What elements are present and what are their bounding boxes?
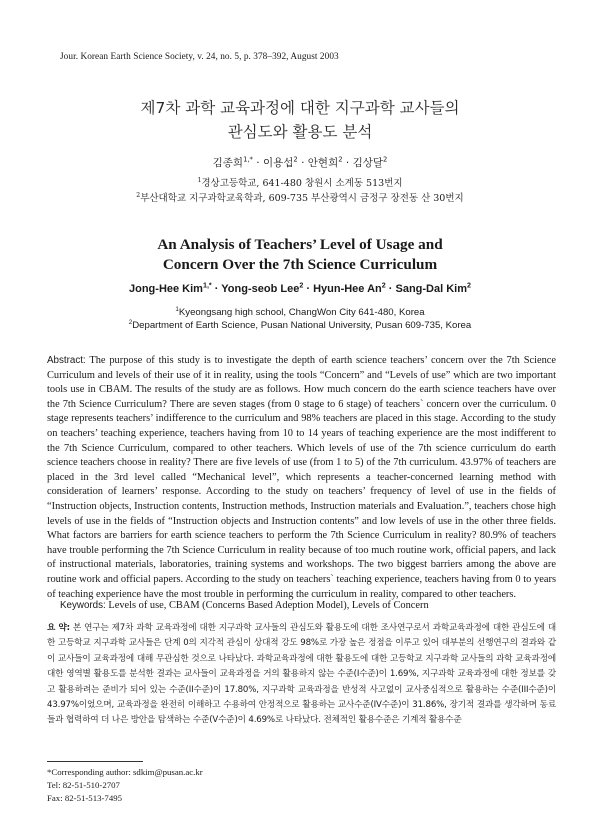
korean-abstract-body: 본 연구는 제7차 과학 교육과정에 대한 지구과학 교사들의 관심도와 활용도에 대한 조사연구로서 과학교육과정에 대한 관심도에 대한 고등학교 지구과학 교사들은 단계 0의 지각적 관심이 상대적 강도 98%로 가장 높은 정점을 이루고 있어 대부분의 선행연구의 결과와 같이 교사들이 교육과정에 대해 무관심한 것으로 나타났다. 과학교육과정에 대한 활용도에 대한 고등학교 지구과학 교사들의 과학 교육과정에 대한 영역별 활용도를 분석한 결과는 교사들이 교육과정을 거의 활용하지 않는 수준(I수준)이 1.69%, 지구과학 교육과정에 대한 정보를 갖고 활용하려는 준비가 되어 있는 수준(II수준)이 17.80%, 지구과학 교육과정을 반성적 사고없이 교사중심적으로 활용하는 수준(III수준)이 43.97%이었으며, 교육과정을 완전히 이해하고 수용하여 안정적으로 활용하는 교사수준(IV수준)이 31.86%, 장기적 결과를 생각하며 동료들과 협력하여 더 나은 방안을 탐색하는 수준(V수준)이 4.69%로 나타났다. 전체적인 활용수준은 기계적 활용수준 bbox=[47, 623, 556, 726]
korean-abstract bbox=[47, 621, 556, 729]
author-1-superscript: 1,* bbox=[202, 281, 212, 290]
telephone: Tel: 82-51-510-2707 bbox=[47, 780, 120, 790]
korean-title bbox=[0, 96, 600, 144]
korean-author-4: 김상달 bbox=[352, 157, 384, 169]
author-2-superscript: 2 bbox=[293, 155, 298, 164]
english-author-2: Yong-seob Lee bbox=[221, 283, 300, 295]
abstract-label: Abstract: bbox=[47, 355, 86, 366]
english-author-4: Sang-Dal Kim bbox=[395, 283, 468, 295]
korean-affiliation-1 bbox=[0, 176, 600, 191]
korean-affiliation-2 bbox=[0, 191, 600, 206]
affiliation-marker: 1 bbox=[197, 176, 202, 184]
korean-authors bbox=[0, 155, 600, 170]
author-separator: · bbox=[385, 283, 396, 295]
affiliation-text: 경상고등학교, 641-480 창원시 소계동 513번지 bbox=[201, 178, 403, 189]
keywords-label: Keywords: bbox=[60, 600, 106, 611]
english-author-3: Hyun-Hee An bbox=[313, 283, 382, 295]
author-4-superscript: 2 bbox=[467, 281, 471, 290]
fax: Fax: 82-51-513-7495 bbox=[47, 793, 123, 803]
affiliation-marker: 1 bbox=[175, 305, 179, 313]
author-3-superscript: 2 bbox=[338, 155, 343, 164]
corresponding-author: *Corresponding author: sdkim@pusan.ac.kr bbox=[47, 767, 203, 777]
author-separator: · bbox=[297, 157, 308, 169]
english-affiliation-2 bbox=[0, 319, 600, 332]
korean-title-line1: 제7차 과학 교육과정에 대한 지구과학 교사들의 bbox=[140, 99, 460, 117]
english-authors bbox=[0, 283, 600, 295]
korean-author-2: 이용섭 bbox=[262, 157, 294, 169]
author-1-superscript: 1,* bbox=[243, 155, 253, 164]
author-separator: · bbox=[211, 283, 222, 295]
korean-affiliations bbox=[0, 176, 600, 206]
affiliation-marker: 2 bbox=[128, 318, 133, 326]
affiliation-marker: 2 bbox=[136, 191, 141, 199]
english-affiliations bbox=[0, 306, 600, 332]
korean-title-line2: 관심도와 활용도 분석 bbox=[227, 123, 373, 141]
author-2-superscript: 2 bbox=[299, 281, 304, 290]
affiliation-text: Kyeongsang high school, ChangWon City 641-480, Korea bbox=[178, 307, 425, 318]
footnote-divider bbox=[47, 761, 143, 762]
english-title-line2: Concern Over the 7th Science Curriculum bbox=[162, 256, 438, 273]
english-abstract bbox=[47, 354, 556, 602]
author-4-superscript: 2 bbox=[383, 155, 388, 164]
english-title bbox=[0, 235, 600, 275]
affiliation-text: 부산대학교 지구과학교육학과, 609-735 부산광역시 금정구 장전동 산 30번지 bbox=[140, 193, 464, 204]
english-title-line1: An Analysis of Teachers’ Level of Usage and bbox=[157, 236, 443, 253]
korean-author-1: 김종희 bbox=[212, 157, 244, 169]
keywords bbox=[60, 600, 556, 611]
keywords-body: Levels of use, CBAM (Concerns Based Adeption Model), Levels of Concern bbox=[108, 600, 429, 611]
author-3-superscript: 2 bbox=[381, 281, 386, 290]
author-separator: · bbox=[342, 157, 353, 169]
korean-abstract-label: 요 약: bbox=[47, 623, 70, 633]
footnote bbox=[47, 766, 203, 805]
author-separator: · bbox=[252, 157, 263, 169]
journal-citation: Jour. Korean Earth Science Society, v. 24, no. 5, p. 378–392, August 2003 bbox=[60, 52, 339, 62]
english-affiliation-1 bbox=[0, 306, 600, 319]
author-separator: · bbox=[303, 283, 314, 295]
english-author-1: Jong-Hee Kim bbox=[129, 283, 203, 295]
affiliation-text: Department of Earth Science, Pusan National University, Pusan 609-735, Korea bbox=[132, 320, 472, 331]
korean-author-3: 안현희 bbox=[307, 157, 339, 169]
abstract-body: The purpose of this study is to investigate the depth of earth science teachers’ concern over the 7th Science Curriculum and levels of their use of it in reality, using the tools “Concern” and “Levels of use” which are two important tools use in CBAM. The results of the study are as follows. How much concern do the earth science teachers have over the 7th Science Curriculum? There are seven stages (from 0 stage to 6 stage) of teachers` concern over the curriculum. 0 stage represents teachers’ indifference to the curriculum and 98% teachers are placed in this stage. According to the study on teachers’ teaching experience, teachers having from 10 to 14 years of teaching experience are the most indifferent to the 7th Science Curriculum, compared to other teachers. Which levels of use of the 7th science curriculum do earth science teachers choose in reality? There are five levels of use (from 1 to 5) of the 7th curriculum. 43.97% of teachers are placed in the 3rd level called “Mechanical level”, which represents a teacher-concerned learning method with consideration of learners’ response. According to the study on teachers’ frequency of level of use in the fields of “Instruction objects, Instruction contents, Instruction methods, Instruction materials and Evaluation.”, teachers chose high levels of use in the fields of “Instruction objects and Instruction contents” and low levels of use in the other three fields. What factors are barriers for earth science teachers to perform the 7th Science Curriculum in reality? 80.9% of teachers have trouble performing the 7th Science Curriculum in reality because of too much routine work, official papers, and lack of instructional materials, laboratories, training systems and workshops. The two biggest barriers among the above are routine work and official papers. According to the study on teachers` teaching experience, teachers having from 0 to years of teaching experience have the most trouble in performing the curriculum in reality, compared to other teachers. bbox=[47, 355, 556, 600]
